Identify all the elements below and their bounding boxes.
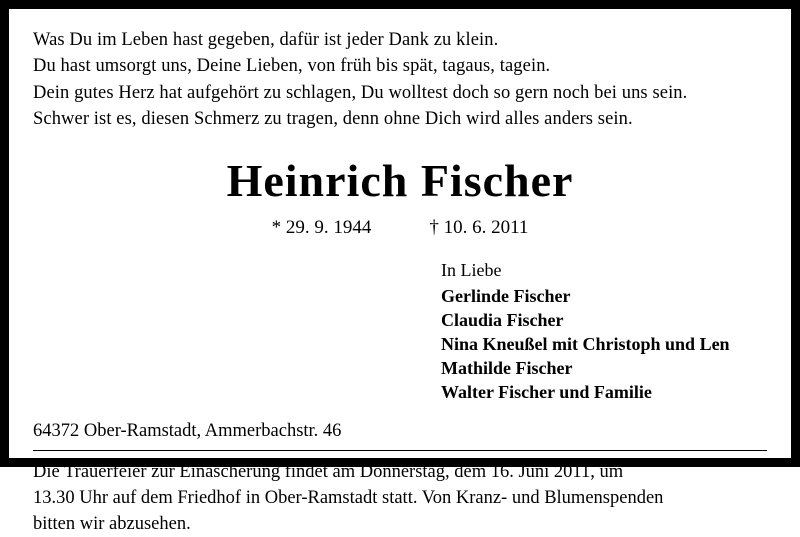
- birth-date: * 29. 9. 1944: [271, 217, 372, 239]
- notice-inner: [9, 9, 791, 535]
- verse-line: Du hast umsorgt uns, Deine Lieben, von früh bis spät, tagaus, tagein.: [33, 56, 551, 77]
- deceased-name: Heinrich Fischer: [226, 155, 574, 207]
- family-list: [441, 259, 767, 405]
- family-member: Nina Kneußel mit Christoph und Len: [441, 333, 730, 354]
- life-dates: [33, 217, 767, 239]
- ceremony-line: 13.30 Uhr auf dem Friedhof in Ober-Ramstadt statt. Von Kranz- und Blumenspenden: [33, 487, 664, 508]
- family-member: Claudia Fischer: [441, 309, 564, 330]
- family-member: Gerlinde Fischer: [441, 286, 571, 306]
- family-member: Mathilde Fischer: [441, 357, 573, 378]
- death-date: † 10. 6. 2011: [429, 217, 529, 239]
- ceremony-details: [33, 459, 767, 537]
- verse-line: Schwer ist es, diesen Schmerz zu tragen, denn ohne Dich wird alles anders sein.: [33, 108, 633, 129]
- family-lead: In Liebe: [441, 260, 502, 281]
- address-line: 64372 Ober-Ramstadt, Ammerbachstr. 46: [33, 420, 342, 441]
- divider: [33, 450, 767, 451]
- verse-line: Was Du im Leben hast gegeben, dafür ist jeder Dank zu klein.: [33, 30, 499, 50]
- verse-line: Dein gutes Herz hat aufgehört zu schlagen, Du wolltest doch so gern noch bei uns sein.: [33, 82, 688, 103]
- ceremony-line: bitten wir abzusehen.: [33, 514, 191, 535]
- memorial-verse: [33, 27, 767, 132]
- ceremony-line: Die Trauerfeier zur Einäscherung findet am Donnerstag, dem 16. Juni 2011, um: [33, 461, 624, 482]
- family-member: Walter Fischer und Familie: [441, 381, 652, 402]
